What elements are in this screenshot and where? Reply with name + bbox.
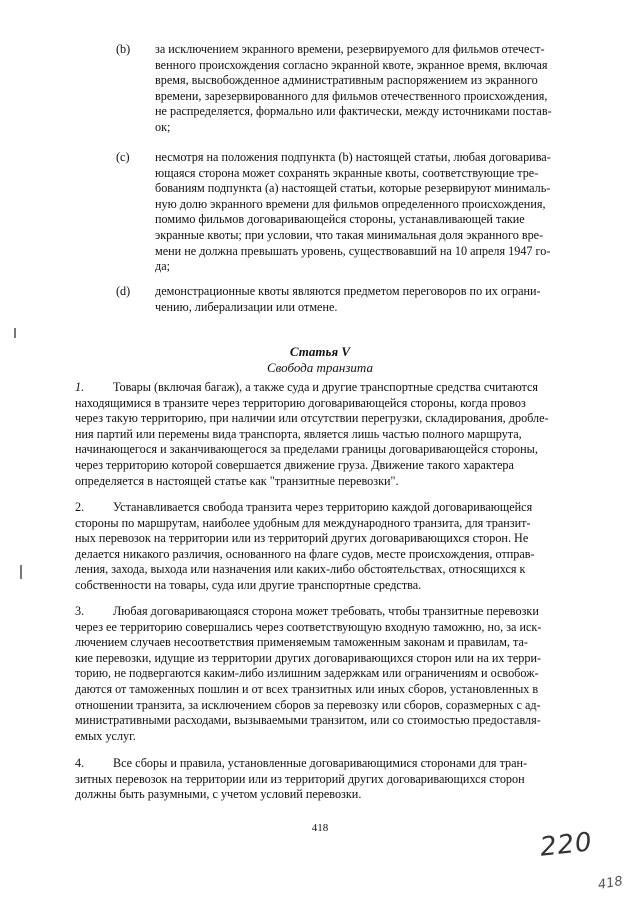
text-line: даются от таможенных пошлин и от всех транзитных или иных сборов, установленных в (75, 681, 539, 696)
subitem-label: (c) (116, 150, 130, 164)
margin-mark (14, 328, 16, 338)
text-line: чению, либерализации или отмене. (155, 299, 338, 314)
text-line: да; (155, 259, 170, 274)
paragraph-number: 4. (75, 756, 85, 770)
text-fragment: Устанавливается свобода транзита через территорию каждой договаривающейся (113, 500, 533, 514)
paragraph-3 (75, 604, 577, 744)
text-line (75, 380, 577, 396)
text-line: зитных перевозок на территории или из территорий других договаривающихся сторон (75, 771, 525, 786)
text-line: за исключением экранного времени, резервируемого для фильмов отечест- (155, 42, 545, 56)
text-line: ную долю экранного времени для фильмов определенного происхождения, (155, 196, 546, 211)
text-line: демонстрационные квоты являются предметом переговоров по их ограни- (155, 284, 541, 298)
article-subtitle: Свобода транзита (267, 360, 373, 375)
subitem-b-text (155, 42, 575, 136)
text-line: ющаяся сторона может сохранять экранные квоты, соответствующие тре- (155, 165, 539, 180)
text-line: лючением случаев несоответствия применяемым таможенным законам и правилам, та- (75, 635, 528, 650)
text-line: время, высвобожденное административным распоряжением из экранного (155, 73, 538, 88)
text-line: несмотря на положения подпункта (b) настоящей статьи, любая договарива- (155, 150, 551, 164)
text-line: кие перевозки, идущие из территории других договаривающихся сторон или на их терри- (75, 650, 542, 665)
text-line: через территорию которой совершается движение груза. Движение такого характера (75, 457, 514, 472)
text-fragment: Все сборы и правила, установленные договаривающимися сторонами для тран- (113, 756, 528, 770)
text-line: делается никакого различия, основанного на флаге судов, месте происхождения, отправ- (75, 546, 535, 561)
text-line: должны быть разумными, с учетом условий перевозки. (75, 787, 362, 802)
text-line (75, 604, 577, 620)
text-line: начинающегося и заканчивающегося за пределами границы договаривающейся стороны, (75, 442, 538, 457)
handwritten-page-number: 418 (596, 873, 624, 894)
text-fragment: Любая договаривающаяся сторона может требовать, чтобы транзитные перевозки (113, 604, 539, 618)
text-line: торию, не подвергаются каким-либо излишним задержкам или ограничениям и освобож- (75, 666, 539, 681)
paragraph-number: 1. (75, 380, 85, 394)
text-line: ок; (155, 119, 171, 134)
text-line: емых услуг. (75, 728, 136, 743)
text-line: помимо фильмов договаривающейся стороны, устанавливающей такие (155, 212, 525, 227)
text-line: отношении транзита, за исключением сборов за перевозку или сборов, соразмерных с ад- (75, 697, 541, 712)
margin-mark (20, 565, 22, 579)
text-line: через ее территорию совершались через соответствующую входную таможню, но, за иск- (75, 619, 542, 634)
subitem-label: (b) (116, 42, 131, 56)
text-line: определяется в настоящей статье как "транзитные перевозки". (75, 473, 399, 488)
paragraph-number: 2. (75, 500, 85, 514)
text-line: экранные квоты; при условии, что такая минимальная доля экранного вре- (155, 227, 544, 242)
text-line: ния партий или перемены вида транспорта, является лишь частью полного маршрута, (75, 426, 522, 441)
paragraph-1 (75, 380, 577, 489)
text-fragment: Товары (включая багаж), а также суда и другие транспортные средства считаются (113, 380, 539, 394)
text-line (75, 756, 577, 772)
text-line: времени, зарезервированного для фильмов отечественного происхождения, (155, 88, 548, 103)
text-line: через такую территорию, при наличии или отсутствии перегрузки, складирования, дробле- (75, 411, 549, 426)
paragraph-2 (75, 500, 577, 594)
paragraph-number: 3. (75, 604, 85, 618)
text-line: ления, захода, выхода или назначения или каких-либо обстоятельствах, относящихся к (75, 562, 526, 577)
text-line: министративными расходами, вызываемыми транзитом, или со стоимостью предоставля- (75, 713, 541, 728)
handwritten-number: 220 (538, 827, 595, 863)
text-line: стороны по маршрутам, наиболее удобным для международного транзита, для транзит- (75, 515, 531, 530)
text-line: ных перевозок на территории или из территорий других договаривающихся сторон. Не (75, 531, 529, 546)
paragraph-4 (75, 756, 577, 803)
text-line (75, 500, 577, 516)
page-number: 418 (311, 822, 329, 834)
subitem-label: (d) (116, 284, 131, 298)
subitem-c-text (155, 150, 575, 275)
article-title: Статья V (289, 344, 351, 359)
text-line: собственности на товары, суда или другие транспортные средства. (75, 577, 422, 592)
subitem-d-text (155, 284, 575, 315)
text-line: бованиям подпункта (a) настоящей статьи, которые резервируют минималь- (155, 181, 551, 196)
text-line: мени не должна превышать уровень, существовавший на 10 апреля 1947 го- (155, 243, 551, 258)
text-line: не распределяется, формально или фактически, между источниками постав- (155, 104, 552, 119)
text-line: находящимися в транзите через территорию договаривающейся стороны, когда провоз (75, 395, 526, 410)
text-line: венного происхождения согласно экранной квоте, экранное время, включая (155, 57, 548, 72)
